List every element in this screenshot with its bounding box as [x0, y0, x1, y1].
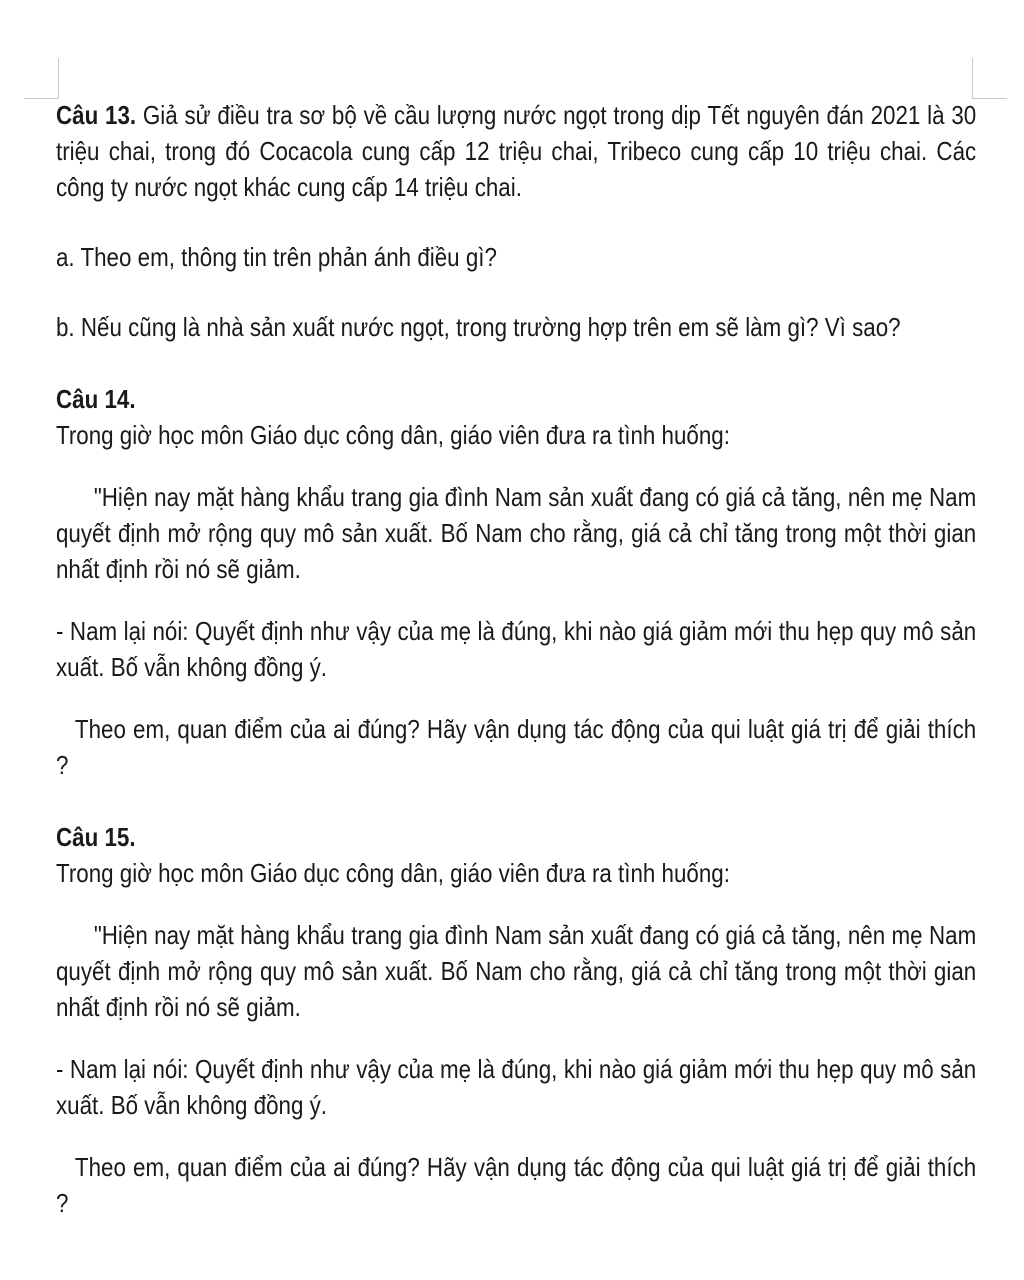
q15-nam-says: - Nam lại nói: Quyết định như vậy của mẹ là đúng, khi nào giá giảm mới thu hẹp quy mô sản xuất. Bố vẫn không đồng ý.: [56, 1054, 977, 1120]
q14-question: Theo em, quan điểm của ai đúng? Hãy vận dụng tác động của qui luật giá trị để giải thích ?: [56, 714, 977, 780]
q13-part-a: a. Theo em, thông tin trên phản ánh điều gì?: [56, 242, 497, 272]
q15-situation: "Hiện nay mặt hàng khẩu trang gia đình Nam sản xuất đang có giá cả tăng, nên mẹ Nam quyết định mở rộng quy mô sản xuất. Bố Nam cho rằng, giá cả chỉ tăng trong một thời gian nhất định rồi nó sẽ giảm.: [56, 920, 977, 1022]
crop-mark-top-right: [972, 58, 1007, 99]
q13-title: Câu 13.: [56, 100, 137, 130]
crop-mark-top-left: [24, 58, 59, 99]
q14-nam-says: - Nam lại nói: Quyết định như vậy của mẹ là đúng, khi nào giá giảm mới thu hẹp quy mô sản xuất. Bố vẫn không đồng ý.: [56, 616, 977, 682]
q15-title: Câu 15.: [56, 822, 136, 852]
q14-title: Câu 14.: [56, 384, 136, 414]
q15-question: Theo em, quan điểm của ai đúng? Hãy vận dụng tác động của qui luật giá trị để giải thích ?: [56, 1152, 977, 1218]
q15-lead: Trong giờ học môn Giáo dục công dân, giáo viên đưa ra tình huống:: [56, 858, 730, 888]
q14-lead: Trong giờ học môn Giáo dục công dân, giáo viên đưa ra tình huống:: [56, 420, 730, 450]
q13-paragraph: [56, 97, 976, 205]
q14-situation: "Hiện nay mặt hàng khẩu trang gia đình Nam sản xuất đang có giá cả tăng, nên mẹ Nam quyết định mở rộng quy mô sản xuất. Bố Nam cho rằng, giá cả chỉ tăng trong một thời gian nhất định rồi nó sẽ giảm.: [56, 482, 977, 584]
q13-intro: Giả sử điều tra sơ bộ về cầu lượng nước ngọt trong dịp Tết nguyên đán 2021 là 30 triệu chai, trong đó Cocacola cung cấp 12 triệu chai, Tribeco cung cấp 10 triệu chai. Các công ty nước ngọt khác cung cấp 14 triệu chai.: [56, 100, 977, 202]
document-body: [56, 97, 976, 1221]
q13-part-b: b. Nếu cũng là nhà sản xuất nước ngọt, trong trường hợp trên em sẽ làm gì? Vì sao?: [56, 312, 901, 342]
